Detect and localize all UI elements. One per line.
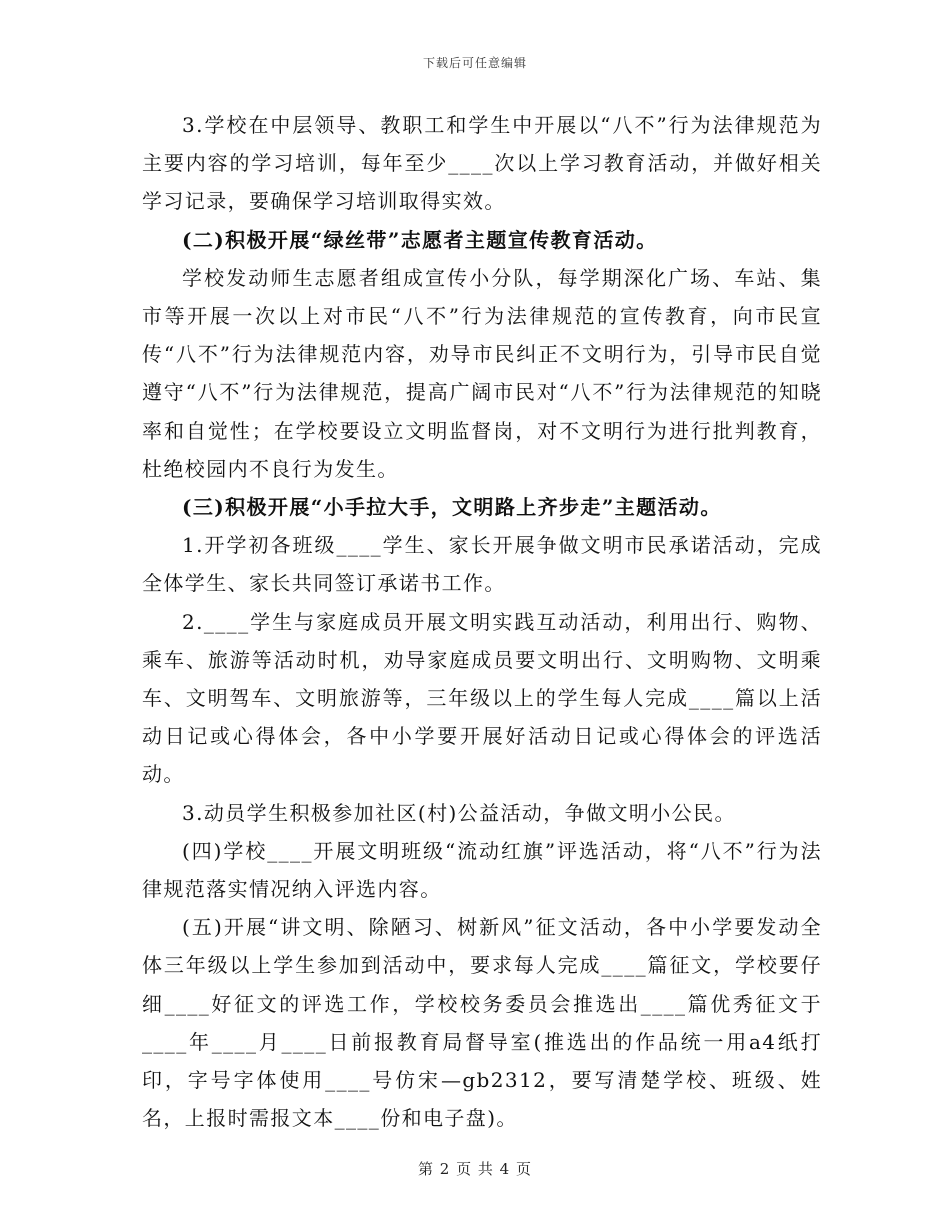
paragraph-volunteer-publicity: 学校发动师生志愿者组成宣传小分队，每学期深化广场、车站、集市等开展一次以上对市民“八不”行为法律规范的宣传教育，向市民宣传“八不”行为法律规范内容，劝导市民纠正不文明行为，引导市民自觉遵守“八不”行为法律规范，提高广阔市民对“八不”行为法律规范的知晓率和自觉性；在学校要设立文明监督岗，对不文明行为进行批判教育，杜绝校园内不良行为发生。 (142, 265, 822, 481)
page-footer: 第 2 页 共 4 页 (418, 1160, 532, 1178)
paragraph-family-practice: 2.____学生与家庭成员开展文明实践互动活动，利用出行、购物、乘车、旅游等活动时机，劝导家庭成员要文明出行、文明购物、文明乘车、文明驾车、文明旅游等，三年级以上的学生每人完成____篇以上活动日记或心得体会，各中小学要开展好活动日记或心得体会的评选活动。 (142, 609, 822, 787)
page-header: 下载后可任意编辑 (422, 56, 527, 70)
paragraph-study-training: 3.学校在中层领导、教职工和学生中开展以“八不”行为法律规范为主要内容的学习培训，每年至少____次以上学习教育活动，并做好相关学习记录，要确保学习培训取得实效。 (142, 113, 822, 214)
section-heading-small-hands: (三)积极开展“小手拉大手，文明路上齐步走”主题活动。 (182, 495, 722, 520)
paragraph-commitment-activity: 1.开学初各班级____学生、家长开展争做文明市民承诺活动，完成全体学生、家长共同签订承诺书工作。 (142, 533, 822, 596)
paragraph-essay-activity: (五)开展“讲文明、除陋习、树新风”征文活动，各中小学要发动全体三年级以上学生参加到活动中，要求每人完成____篇征文，学校要仔细____好征文的评选工作，学校校务委员会推选出____篇优秀征文于____年____月____日前报教育局督导室(推选出的作品统一用a4纸打印，字号字体使用____号仿宋—gb2312，要写清楚学校、班级、姓名，上报时需报文本____份和电子盘)。 (142, 915, 822, 1131)
paragraph-community-welfare: 3.动员学生积极参加社区(村)公益活动，争做文明小公民。 (182, 800, 736, 825)
paragraph-red-flag-evaluation: (四)学校____开展文明班级“流动红旗”评选活动，将“八不”行为法律规范落实情况纳入评选内容。 (142, 838, 822, 902)
section-heading-green-ribbon: (二)积极开展“绿丝带”志愿者主题宣传教育活动。 (182, 227, 658, 252)
document-body (142, 106, 822, 1137)
